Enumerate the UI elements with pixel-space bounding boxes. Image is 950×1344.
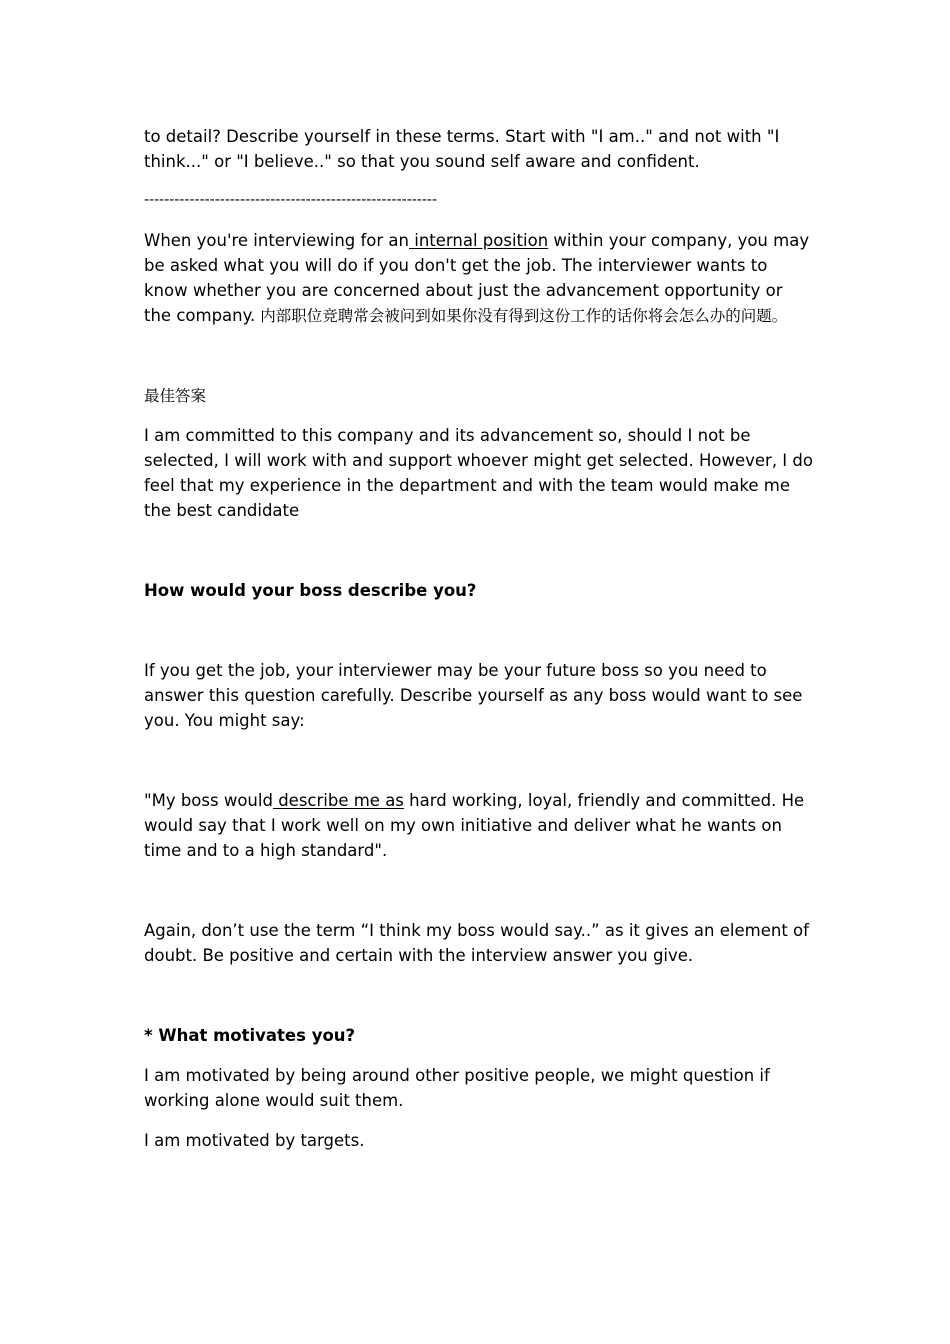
paragraph-self-description: to detail? Describe yourself in these terms. Start with "I am.." and not with "I think..." or "I believe.." so that you sound self aware and confident. — [144, 127, 780, 171]
paragraph-motivated-targets: I am motivated by targets. — [144, 1131, 365, 1150]
paragraph-future-boss: If you get the job, your interviewer may be your future boss so you need to answer this question carefully. Describe yourself as any boss would want to see you. You might say: — [144, 661, 803, 730]
paragraph-text: "My boss would — [144, 791, 273, 810]
paragraph-motivated-people: I am motivated by being around other positive people, we might question if working alone would suit them. — [144, 1066, 770, 1110]
internal-position-link[interactable]: internal position — [409, 231, 549, 250]
paragraph-best-answer: I am committed to this company and its advancement so, should I not be selected, I will work with and support whoever might get selected. However, I do feel that my experience in the department and with the team would make me the best candidate — [144, 426, 813, 520]
paragraph-be-positive: Again, don’t use the term “I think my boss would say..” as it gives an element of doubt. Be positive and certain with the interview answer you give. — [144, 921, 809, 965]
divider-line: ---------------------------------------------------------- — [144, 192, 438, 208]
chinese-note: 内部职位竞聘常会被问到如果你没有得到这份工作的话你将会怎么办的问题。 — [255, 307, 788, 325]
paragraph-text: When you're interviewing for an — [144, 231, 409, 250]
describe-me-as-link[interactable]: describe me as — [272, 791, 404, 810]
heading-boss-describe: How would your boss describe you? — [144, 581, 477, 600]
best-answer-label: 最佳答案 — [144, 387, 207, 405]
document-body — [144, 124, 814, 1153]
paragraph-text: hard working, loyal, friendly and committed. He would say that I work well on my own initiative and deliver what he wants on time and to a high standard". — [144, 791, 805, 860]
paragraph-boss-quote — [144, 788, 814, 863]
paragraph-text: within your company, you may be asked what you will do if you don't get the job. The interviewer wants to know whether you are concerned about just the advancement opportunity or the company. — [144, 231, 810, 325]
paragraph-internal-position — [144, 228, 814, 329]
heading-what-motivates: * What motivates you? — [144, 1026, 356, 1045]
